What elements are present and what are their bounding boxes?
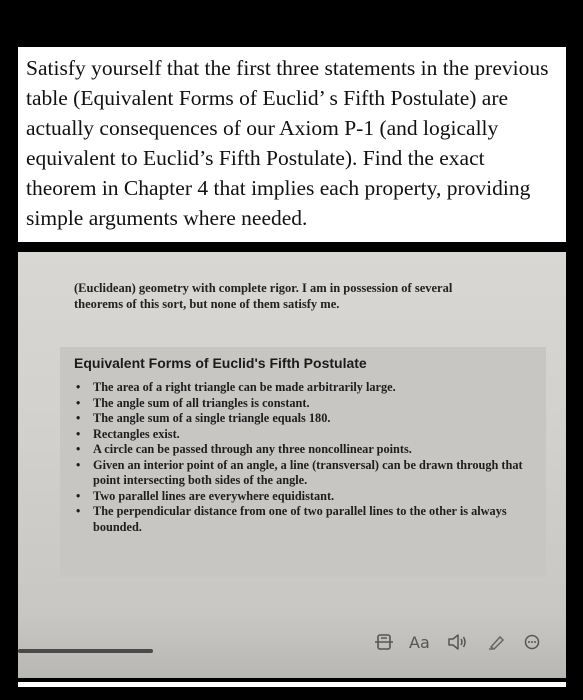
intro-paragraph bbox=[74, 280, 514, 312]
equivalent-forms-box bbox=[60, 347, 546, 577]
more-icon[interactable] bbox=[524, 634, 540, 654]
list-item: • The angle sum of a single triangle equals 180. bbox=[74, 411, 532, 427]
list-item: • Two parallel lines are everywhere equidistant. bbox=[74, 489, 532, 505]
textbook-photo bbox=[18, 252, 566, 678]
reader-toolbar bbox=[18, 622, 566, 678]
progress-bar[interactable] bbox=[18, 649, 153, 653]
bottom-divider bbox=[18, 682, 566, 687]
tablet-icon[interactable] bbox=[375, 634, 393, 654]
highlighter-icon[interactable] bbox=[488, 634, 506, 654]
bullet-list bbox=[74, 380, 532, 535]
list-item: • The area of a right triangle can be made arbitrarily large. bbox=[74, 380, 532, 396]
intro-line-2: theorems of this sort, but none of them satisfy me. bbox=[74, 297, 340, 311]
intro-line-1: (Euclidean) geometry with complete rigor. I am in possession of several bbox=[74, 281, 453, 295]
question-panel bbox=[18, 47, 566, 242]
question-text: Satisfy yourself that the first three statements in the previous table (Equivalent Forms of Euclid’ s Fifth Postulate) are actually consequences of our Axiom P-1 (and logically equivalent to Euclid’s Fifth Postulate). Find the exact theorem in Chapter 4 that implies each property, providing simple arguments where needed. bbox=[26, 56, 549, 230]
list-item: • Given an interior point of an angle, a line (transversal) can be drawn through that point intersecting both sides of the angle. bbox=[74, 458, 532, 489]
font-size-button[interactable]: Aa bbox=[409, 633, 430, 652]
list-item: • A circle can be passed through any three noncollinear points. bbox=[74, 442, 532, 458]
speaker-icon[interactable] bbox=[447, 634, 467, 654]
list-item: • Rectangles exist. bbox=[74, 427, 532, 443]
box-title: Equivalent Forms of Euclid's Fifth Postulate bbox=[74, 355, 367, 371]
list-item: • The perpendicular distance from one of two parallel lines to the other is always bounded. bbox=[74, 504, 532, 535]
list-item: • The angle sum of all triangles is constant. bbox=[74, 396, 532, 412]
